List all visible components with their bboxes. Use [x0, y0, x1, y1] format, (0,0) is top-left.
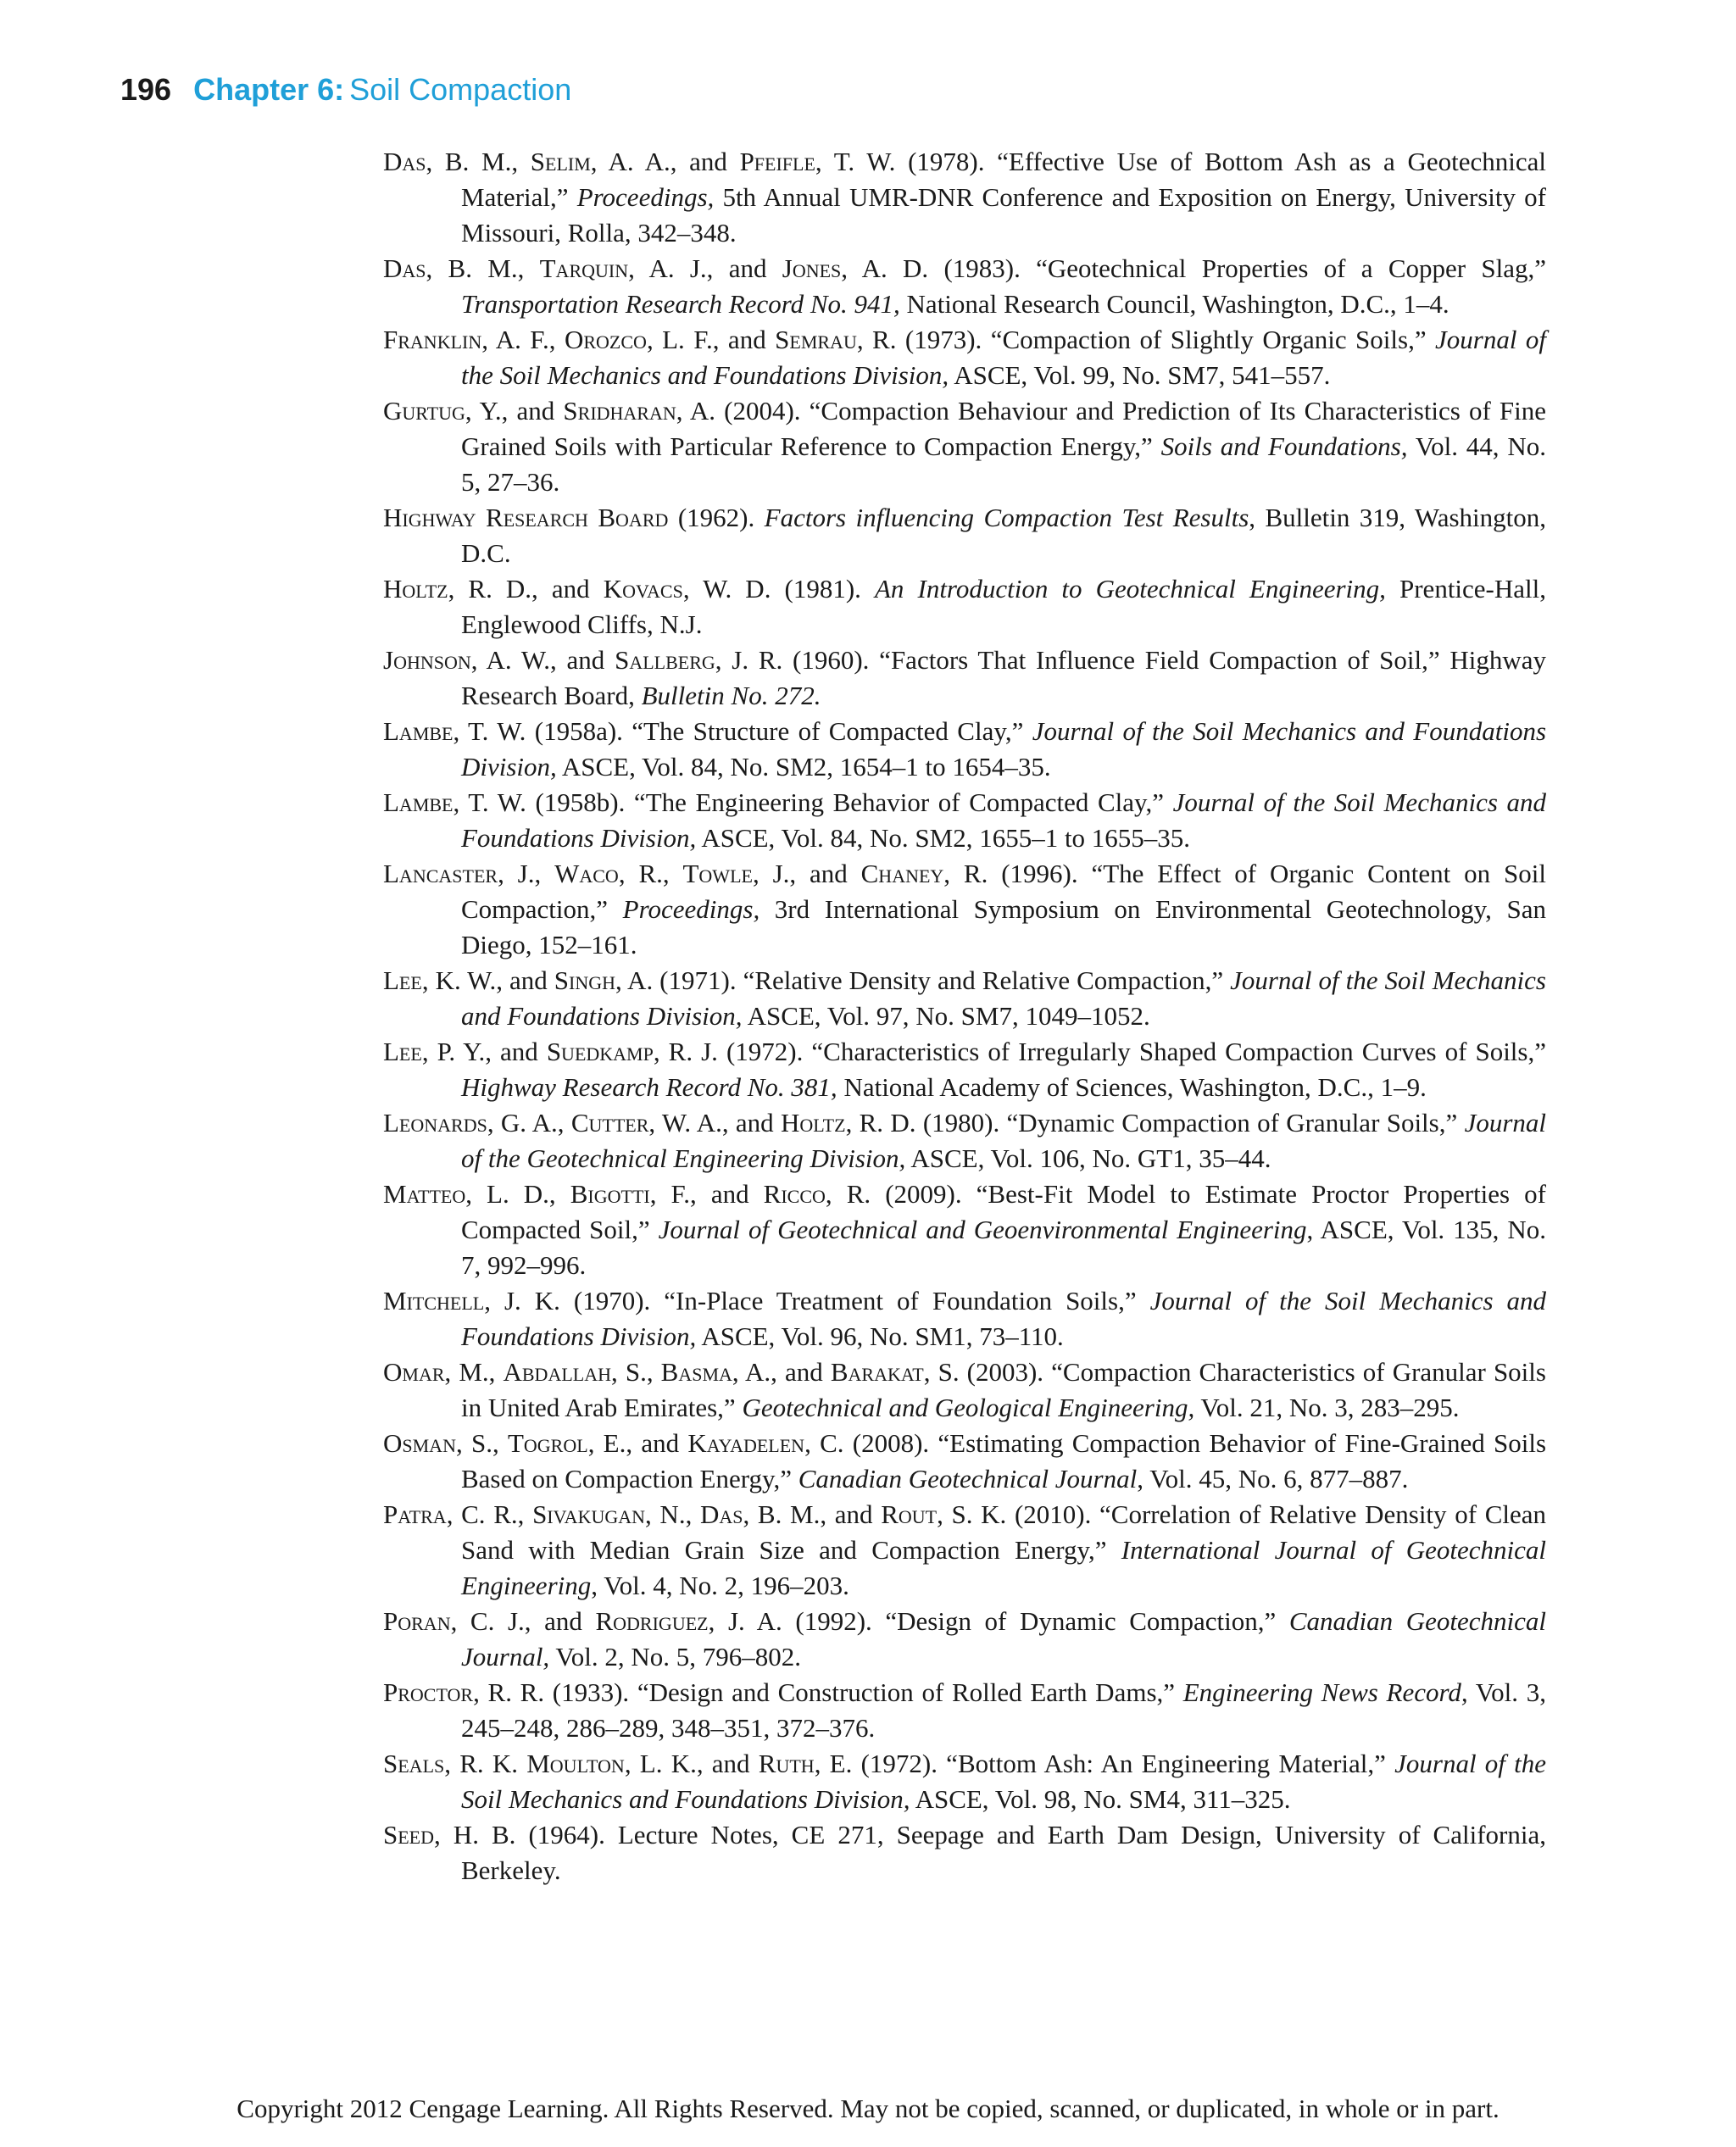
author-name: Sivakugan	[532, 1499, 646, 1529]
reference-entry	[383, 856, 1546, 963]
reference-text: , E., and	[587, 1428, 688, 1458]
reference-text: Vol. 2, No. 5, 796–802.	[549, 1642, 802, 1671]
author-name: Togrol	[507, 1428, 588, 1458]
reference-text: Vol. 3, 245–248, 286–289, 348–351, 372–376.	[461, 1677, 1546, 1743]
author-name: Gurtug	[383, 396, 465, 426]
author-name: Tarquin	[539, 253, 629, 283]
reference-entry	[383, 144, 1546, 251]
reference-text: (1962).	[668, 503, 765, 532]
reference-entry	[383, 642, 1546, 714]
publication-title: Canadian Geotechnical Journal	[798, 1464, 1138, 1493]
author-name: Suedkamp	[546, 1037, 654, 1066]
reference-text: National Academy of Sciences, Washington, D.C., 1–9.	[837, 1072, 1427, 1102]
author-name: Pfeifle	[739, 147, 815, 176]
publication-title: Engineering News Record,	[1182, 1677, 1468, 1707]
reference-text: , T. W. (1958b). “The Engineering Behavior of Compacted Clay,”	[453, 787, 1173, 817]
author-name: Leonards	[383, 1108, 487, 1137]
author-name: Waco	[554, 859, 619, 888]
author-name: Rout	[881, 1499, 938, 1529]
publication-title: Journal of the Soil Mechanics and Foundations Division,	[461, 1749, 1546, 1814]
chapter-title: Soil Compaction	[349, 72, 572, 107]
author-name: Proctor	[383, 1677, 474, 1707]
reference-text: , S. (2003). “Compaction Characteristics of Granular Soils in United Arab Emirates,”	[461, 1357, 1546, 1422]
author-name: Ruth	[758, 1749, 815, 1778]
reference-text: 5th Annual UMR-DNR Conference and Exposition on Energy, University of Missouri, Rolla, 342–348.	[461, 182, 1546, 248]
reference-text: , J. K. (1970). “In-Place Treatment of Foundation Soils,”	[484, 1286, 1150, 1315]
author-name: Sridharan	[563, 396, 676, 426]
reference-text: , R. D. (1980). “Dynamic Compaction of Granular Soils,”	[845, 1108, 1465, 1137]
reference-text: Vol. 21, No. 3, 283–295.	[1194, 1393, 1460, 1422]
reference-text: , S. K. (2010). “Correlation of Relative Density of Clean Sand with Median Grain Size and Compaction Energy,”	[461, 1499, 1547, 1565]
author-name: Selim	[530, 147, 591, 176]
reference-entry	[383, 1817, 1546, 1888]
author-name: Ricco	[763, 1179, 826, 1209]
reference-text: , B. M.,	[426, 147, 531, 176]
author-name: Bigotti	[570, 1179, 650, 1209]
author-name: Kayadelen	[687, 1428, 805, 1458]
reference-entry	[383, 1604, 1546, 1675]
reference-list	[383, 144, 1546, 1888]
author-name: Mitchell	[383, 1286, 485, 1315]
author-name: Lee	[383, 965, 422, 995]
reference-text: , A. J., and	[628, 253, 782, 283]
author-name: Osman	[383, 1428, 456, 1458]
author-name: Basma	[660, 1357, 732, 1387]
publication-title: Bulletin No. 272.	[641, 681, 821, 710]
reference-entry	[383, 785, 1546, 856]
reference-entry	[383, 1354, 1546, 1426]
running-header	[120, 71, 571, 108]
author-name: Cutter	[570, 1108, 649, 1137]
reference-entry	[383, 963, 1546, 1034]
reference-text: , B. M.,	[426, 253, 540, 283]
reference-text: , L. D.,	[465, 1179, 570, 1209]
reference-text: , E. (1972). “Bottom Ash: An Engineering Material,”	[814, 1749, 1395, 1778]
publication-title: Journal of the Geotechnical Engineering Division,	[461, 1108, 1546, 1173]
reference-text: ASCE, Vol. 106, No. GT1, 35–44.	[905, 1143, 1271, 1173]
publication-title: International Journal of Geotechnical Engineering	[461, 1535, 1546, 1600]
reference-text: , R. J. (1972). “Characteristics of Irregularly Shaped Compaction Curves of Soils,”	[653, 1037, 1546, 1066]
reference-text: , J.,	[498, 859, 555, 888]
publication-title: Journal of the Soil Mechanics and Foundations Division,	[461, 787, 1546, 853]
reference-entry	[383, 1675, 1546, 1746]
reference-text: , T. W. (1958a). “The Structure of Compacted Clay,”	[453, 716, 1032, 746]
publication-title: Journal of the Soil Mechanics and Foundations Division,	[461, 325, 1546, 390]
publication-title: Soils and Foundations,	[1160, 431, 1408, 461]
author-name: Sallberg	[615, 645, 715, 675]
publication-title: Journal of the Soil Mechanics and Foundations Division,	[461, 716, 1547, 781]
chapter-label: Chapter 6:	[193, 72, 345, 107]
reference-text: , A. (2004). “Compaction Behaviour and Prediction of Its Characteristics of Fine Grained Soils with Particular Reference to Compaction Energy,”	[461, 396, 1547, 461]
reference-entry	[383, 1426, 1546, 1497]
author-name: Kovacs	[603, 574, 683, 603]
author-name: Matteo	[383, 1179, 466, 1209]
reference-text: ASCE, Vol. 84, No. SM2, 1655–1 to 1655–35.	[696, 823, 1191, 853]
publication-title: Journal of the Soil Mechanics and Foundations Division,	[461, 1286, 1546, 1351]
reference-text: , J. A. (1992). “Design of Dynamic Compaction,”	[708, 1606, 1289, 1636]
publication-title: Proceedings,	[576, 182, 715, 212]
reference-text: , S.,	[455, 1428, 508, 1458]
reference-text: ASCE, Vol. 98, No. SM4, 311–325.	[910, 1784, 1291, 1814]
publication-title: Journal of the Soil Mechanics and Foundations Division,	[461, 965, 1546, 1031]
author-name: Das	[383, 147, 426, 176]
reference-text: , J., and	[752, 859, 861, 888]
author-name: Franklin	[383, 325, 482, 354]
reference-text: , A., and	[732, 1357, 831, 1387]
reference-text: , S.,	[611, 1357, 661, 1387]
reference-text: Prentice-Hall, Englewood Cliffs, N.J.	[461, 574, 1547, 639]
reference-text: , Bulletin 319, Washington, D.C.	[461, 503, 1547, 568]
author-name: Holtz	[383, 574, 448, 603]
reference-text: , R.,	[618, 859, 683, 888]
author-name: Moulton	[526, 1749, 625, 1778]
reference-text: , R. (1996). “The Effect of Organic Content on Soil Compaction,”	[461, 859, 1546, 924]
author-name: Jones	[782, 253, 842, 283]
publication-title: Factors influencing Compaction Test Results	[764, 503, 1249, 532]
reference-text: , C. (2008). “Estimating Compaction Behavior of Fine-Grained Soils Based on Compaction Energy,”	[461, 1428, 1547, 1493]
author-name: Seals	[383, 1749, 445, 1778]
reference-entry	[383, 251, 1546, 322]
reference-entry	[383, 393, 1546, 500]
reference-text: Vol. 44, No. 5, 27–36.	[461, 431, 1546, 497]
author-name: Johnson	[383, 645, 471, 675]
reference-text: , T. W. (1978). “Effective Use of Bottom Ash as a Geotechnical Material,”	[461, 147, 1546, 212]
reference-text: , W. A., and	[648, 1108, 781, 1137]
reference-text: , A. W., and	[470, 645, 615, 675]
author-name: Das	[700, 1499, 743, 1529]
reference-entry	[383, 714, 1546, 785]
author-name: Poran	[383, 1606, 451, 1636]
reference-text: ASCE, Vol. 96, No. SM1, 73–110.	[696, 1321, 1064, 1351]
author-name: Orozco	[564, 325, 647, 354]
reference-text: , A. F.,	[481, 325, 565, 354]
reference-entry	[383, 1034, 1546, 1105]
reference-text: , R. (1973). “Compaction of Slightly Organic Soils,”	[856, 325, 1436, 354]
author-name: Patra	[383, 1499, 447, 1529]
reference-text: ASCE, Vol. 84, No. SM2, 1654–1 to 1654–35.	[556, 752, 1051, 781]
reference-entry	[383, 571, 1546, 642]
author-name: Abdallah	[503, 1357, 611, 1387]
reference-entry	[383, 500, 1546, 571]
author-name: Chaney	[860, 859, 944, 888]
reference-text: ASCE, Vol. 97, No. SM7, 1049–1052.	[742, 1001, 1150, 1031]
page-number: 196	[120, 72, 172, 107]
reference-text: , W. D. (1981).	[682, 574, 875, 603]
reference-text: , ASCE, Vol. 135, No. 7, 992–996.	[461, 1215, 1546, 1280]
reference-text: , L. F., and	[646, 325, 776, 354]
reference-text: , F., and	[649, 1179, 764, 1209]
reference-text: 3rd International Symposium on Environmental Geotechnology, San Diego, 152–161.	[461, 894, 1547, 959]
author-name: Towle	[682, 859, 753, 888]
reference-text: , B. M., and	[743, 1499, 882, 1529]
reference-text: , C. R.,	[446, 1499, 533, 1529]
author-name: Lambe	[383, 716, 453, 746]
author-name: Highway Research Board	[383, 503, 669, 532]
reference-entry	[383, 1176, 1546, 1283]
reference-text: , M.,	[444, 1357, 504, 1387]
reference-text: , Vol. 4, No. 2, 196–203.	[591, 1571, 849, 1600]
author-name: Seed	[383, 1820, 435, 1849]
copyright-footer: Copyright 2012 Cengage Learning. All Rights Reserved. May not be copied, scanned, or duplicated, in whole or in part.	[236, 2094, 1500, 2123]
reference-text: , K. W., and	[421, 965, 554, 995]
reference-text: ASCE, Vol. 99, No. SM7, 541–557.	[949, 360, 1331, 390]
publication-title: Highway Research Record No. 381,	[461, 1072, 837, 1102]
publication-title: Canadian Geotechnical Journal,	[461, 1606, 1547, 1671]
author-name: Lambe	[383, 787, 453, 817]
reference-text: , R. (2009). “Best-Fit Model to Estimate Proctor Properties of Compacted Soil,”	[461, 1179, 1546, 1244]
author-name: Das	[383, 253, 426, 283]
author-name: Singh	[554, 965, 616, 995]
reference-text: , H. B. (1964). Lecture Notes, CE 271, Seepage and Earth Dam Design, University of California, Berkeley.	[434, 1820, 1546, 1885]
reference-text: , A. A., and	[590, 147, 740, 176]
reference-text: , L. K., and	[624, 1749, 759, 1778]
author-name: Omar	[383, 1357, 445, 1387]
author-name: Lancaster	[383, 859, 498, 888]
reference-text: , P. Y., and	[421, 1037, 547, 1066]
reference-text: , Vol. 45, No. 6, 877–887.	[1137, 1464, 1409, 1493]
reference-text: , R. D., and	[448, 574, 604, 603]
reference-text: National Research Council, Washington, D.C., 1–4.	[899, 289, 1449, 319]
author-name: Lee	[383, 1037, 422, 1066]
reference-text: , A. D. (1983). “Geotechnical Properties of a Copper Slag,”	[841, 253, 1546, 283]
reference-text: , R. K.	[444, 1749, 527, 1778]
reference-text: , C. J., and	[450, 1606, 596, 1636]
reference-text: , Y., and	[465, 396, 564, 426]
reference-text: , G. A.,	[487, 1108, 571, 1137]
reference-entry	[383, 1497, 1546, 1604]
reference-entry	[383, 322, 1546, 393]
publication-title: Journal of Geotechnical and Geoenvironmental Engineering	[658, 1215, 1307, 1244]
publication-title: An Introduction to Geotechnical Engineering,	[874, 574, 1386, 603]
reference-text: , N.,	[645, 1499, 700, 1529]
publication-title: Transportation Research Record No. 941,	[461, 289, 900, 319]
reference-entry	[383, 1105, 1546, 1176]
reference-text: , J. R. (1960). “Factors That Influence Field Compaction of Soil,” Highway Research Board,	[461, 645, 1546, 710]
reference-text: , A. (1971). “Relative Density and Relative Compaction,”	[615, 965, 1231, 995]
publication-title: Geotechnical and Geological Engineering,	[742, 1393, 1195, 1422]
author-name: Barakat	[830, 1357, 924, 1387]
publication-title: Proceedings,	[622, 894, 760, 924]
reference-text: , R. R. (1933). “Design and Construction of Rolled Earth Dams,”	[473, 1677, 1183, 1707]
reference-entry	[383, 1283, 1546, 1354]
author-name: Rodriguez	[595, 1606, 709, 1636]
author-name: Holtz	[780, 1108, 846, 1137]
reference-entry	[383, 1746, 1546, 1817]
author-name: Semrau	[775, 325, 857, 354]
